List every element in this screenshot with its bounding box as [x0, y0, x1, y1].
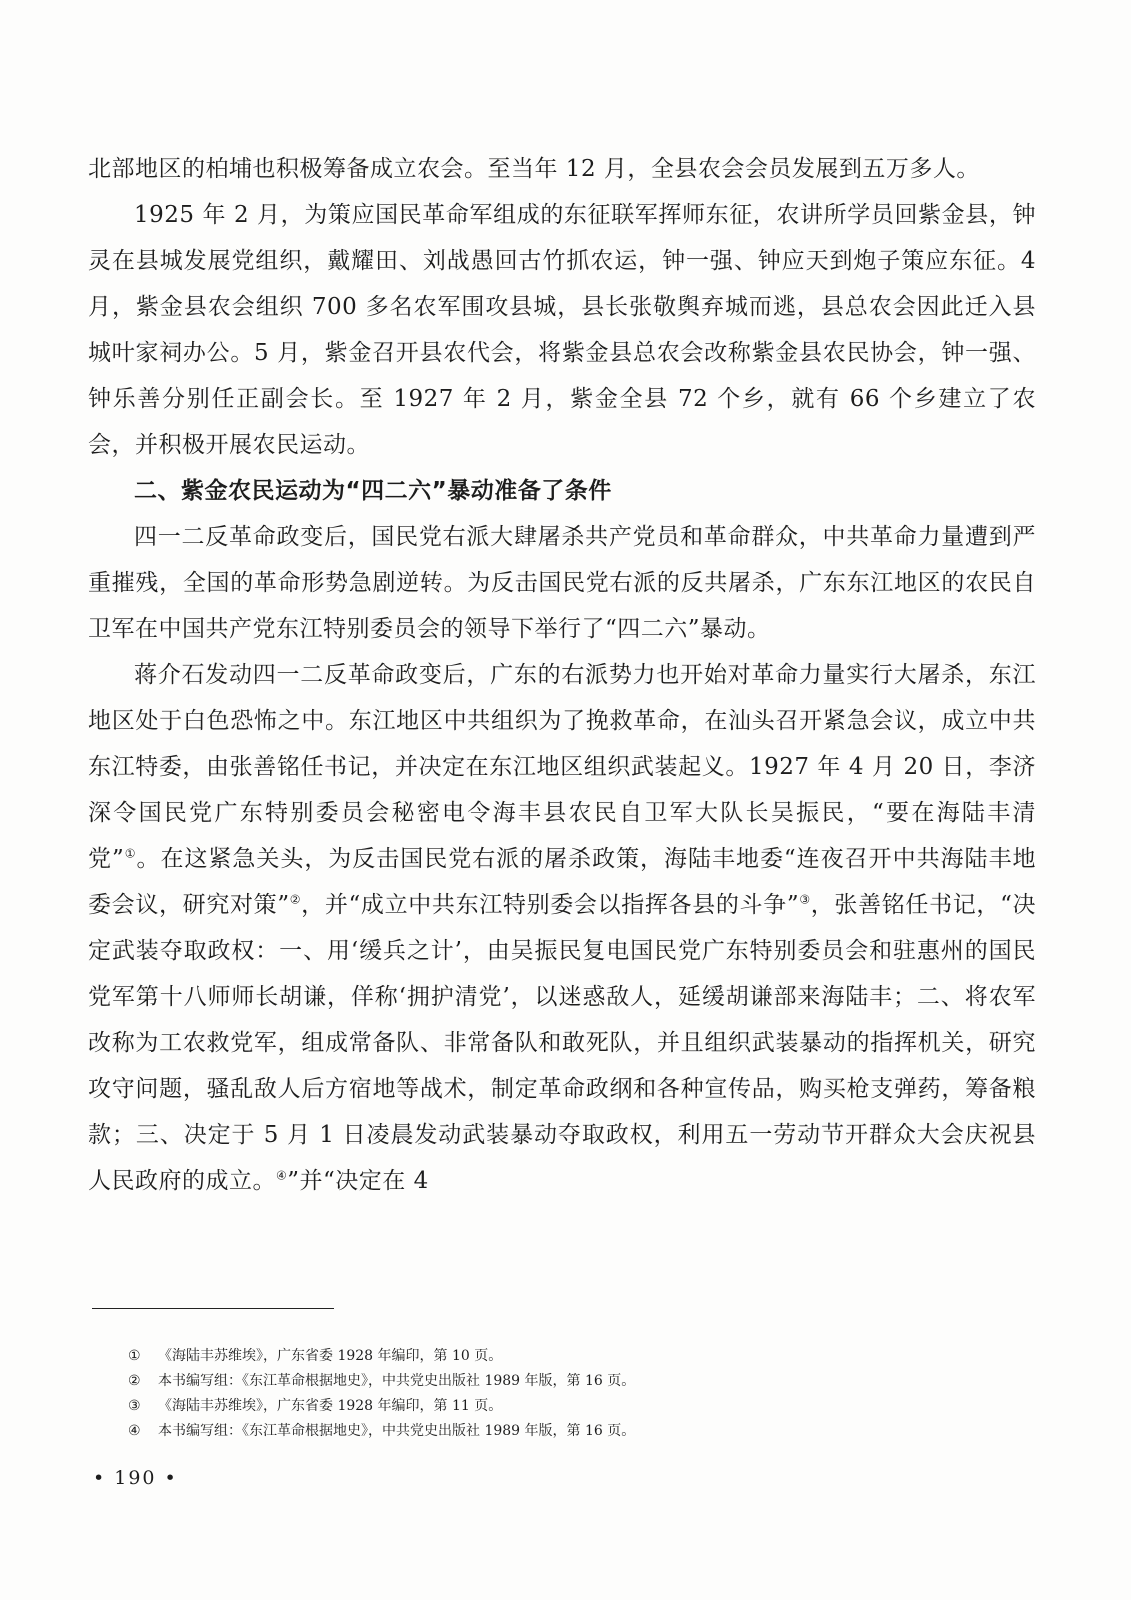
paragraph-4-text: 。在这紧急关头，为反击国民党右派的屠杀政策，海陆丰地委“连夜召开中共海陆丰地委会议，研究对策” [88, 846, 1036, 918]
footnote-text: 《海陆丰苏维埃》，广东省委 1928 年编印，第 11 页。 [158, 1398, 503, 1414]
footnotes [128, 1344, 988, 1444]
paragraph-3: 四一二反革命政变后，国民党右派大肆屠杀共产党员和革命群众，中共革命力量遭到严重摧残，全国的革命形势急剧逆转。为反击国民党右派的反共屠杀，广东东江地区的农民自卫军在中国共产党东江特别委员会的领导下举行了“四二六”暴动。 [88, 524, 1036, 642]
paragraph-4-text: 蒋介石发动四一二反革命政变后，广东的右派势力也开始对革命力量实行大屠杀，东江地区处于白色恐怖之中。东江地区中共组织为了挽救革命，在汕头召开紧急会议，成立中共东江特委，由张善铭任书记，并决定在东江地区组织武装起义。1927 年 4 月 20 日，李济深令国民党广东特别委员会秘密电令海丰县农民自卫军大队长吴振民，“要在海陆丰清党” [88, 662, 1036, 872]
footnote-ref-2[interactable]: ② [289, 892, 302, 907]
paragraph-4 [88, 652, 1036, 1204]
paragraph-4-text: ，张善铭任书记，“决定武装夺取政权：一、用‘缓兵之计’，由吴振民复电国民党广东特别委员会和驻惠州的国民党军第十八师师长胡谦，佯称‘拥护清党’，以迷惑敌人，延缓胡谦部来海陆丰；二、将农军改称为工农救党军，组成常备队、非常备队和敢死队，并且组织武装暴动的指挥机关，研究攻守问题，骚乱敌人后方宿地等战术，制定革命政纲和各种宣传品，购买枪支弹药，筹备粮款；三、决定于 5 月 1 日凌晨发动武装暴动夺取政权，利用五一劳动节开群众大会庆祝县人民政府的成立。 [88, 892, 1036, 1194]
paragraph-4-text: ，并“成立中共东江特别委会以指挥各县的斗争” [301, 892, 800, 918]
paragraph-1: 北部地区的柏埔也积极筹备成立农会。至当年 12 月，全县农会会员发展到五万多人。 [88, 156, 980, 182]
footnote-mark: ② [128, 1373, 141, 1389]
footnote-ref-3[interactable]: ③ [799, 892, 811, 907]
paragraph-2: 1925 年 2 月，为策应国民革命军组成的东征联军挥师东征，农讲所学员回紫金县，钟灵在县城发展党组织，戴耀田、刘战愚回古竹抓农运，钟一强、钟应天到炮子策应东征。4 月，紫金县农会组织 700 多名农军围攻县城，县长张敬舆弃城而逃，县总农会因此迁入县城叶家祠办公。5 月，紫金召开县农代会，将紫金县总农会改称紫金县农民协会，钟一强、钟乐善分别任正副会长。至 1927 年 2 月，紫金全县 72 个乡，就有 66 个乡建立了农会，并积极开展农民运动。 [88, 202, 1036, 458]
footnote-mark: ③ [128, 1398, 141, 1414]
footnote-divider [92, 1308, 334, 1309]
footnote-item [128, 1344, 988, 1369]
section-heading: 二、紫金农民运动为“四二六”暴动准备了条件 [134, 478, 612, 504]
footnote-ref-1[interactable]: ① [124, 846, 137, 861]
footnote-mark: ④ [128, 1423, 141, 1439]
footnote-mark: ① [128, 1348, 141, 1364]
footnote-item [128, 1369, 988, 1394]
footnote-text: 本书编写组：《东江革命根据地史》，中共党史出版社 1989 年版，第 16 页。 [158, 1423, 636, 1439]
footnote-item [128, 1394, 988, 1419]
footnote-ref-4[interactable]: ④ [276, 1168, 288, 1183]
footnote-text: 《海陆丰苏维埃》，广东省委 1928 年编印，第 10 页。 [158, 1348, 503, 1364]
page-number: • 190 • [93, 1467, 178, 1489]
main-text [88, 146, 1036, 1204]
footnote-item [128, 1419, 988, 1444]
footnote-text: 本书编写组：《东江革命根据地史》，中共党史出版社 1989 年版，第 16 页。 [158, 1373, 636, 1389]
paragraph-4-text: ”并“决定在 4 [287, 1168, 429, 1194]
